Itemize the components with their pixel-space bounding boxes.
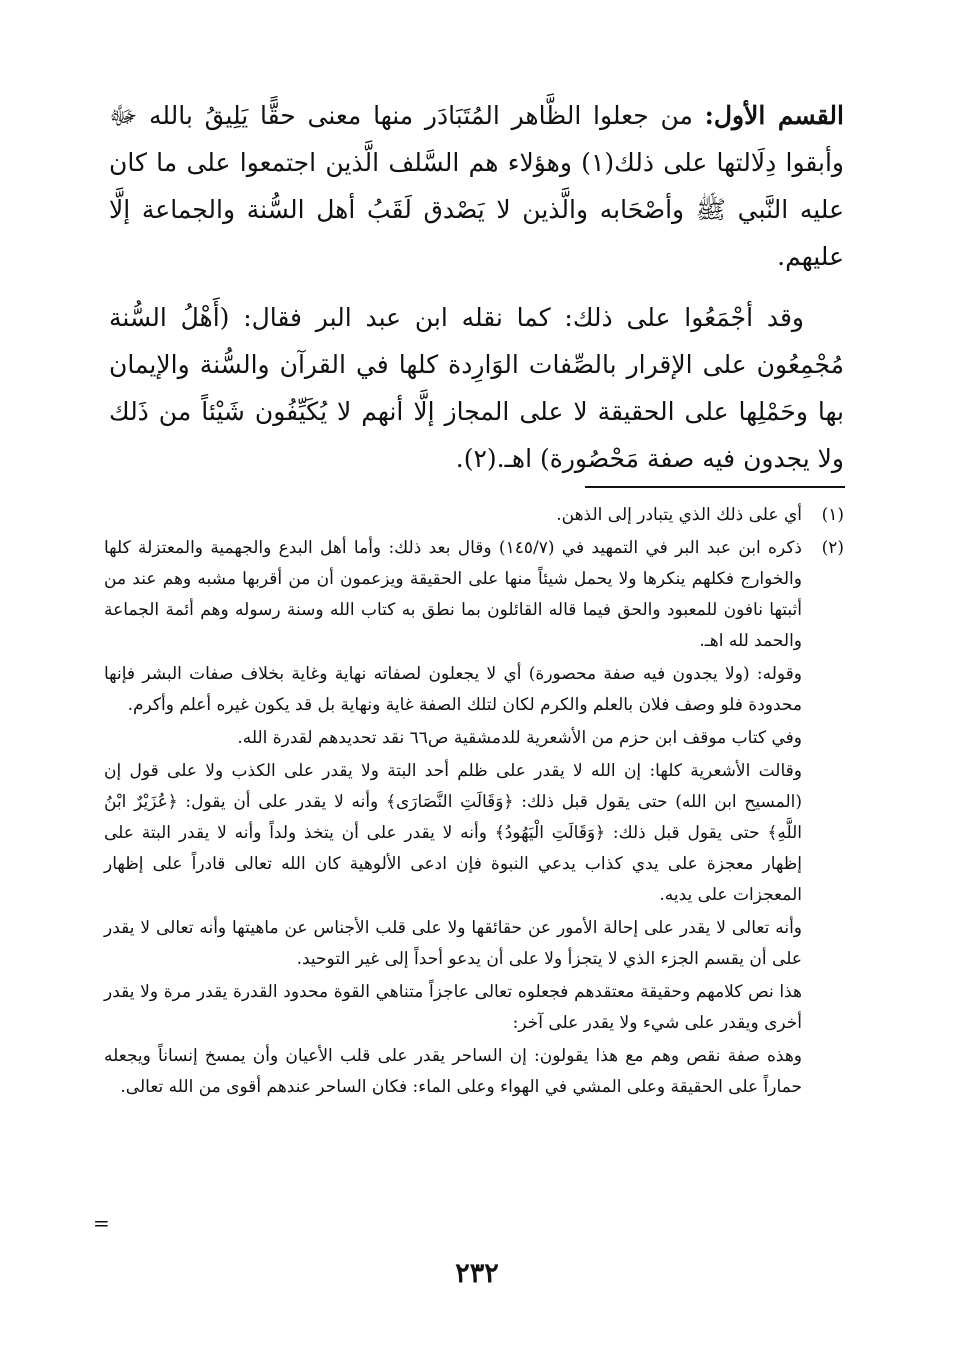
footnote-body bbox=[104, 533, 802, 1105]
continuation-mark: = bbox=[93, 1211, 110, 1235]
footnote-2 bbox=[104, 533, 844, 1105]
footnote-paragraph: ذكره ابن عبد البر في التمهيد في (١٤٥/٧) وقال بعد ذلك: وأما أهل البدع والجهمية والمعتزلة كلها والخوارج فكلهم ينكرها ولا يحمل شيئاً منها على الحقيقة ويزعمون أن من أقربها مشبه وهم عند من أثبتها نافون للمعبود والحق فيما قاله القائلون بما نطق به كتاب الله وسنة رسوله وهم أئمة الجماعة والحمد لله اهـ. bbox=[104, 538, 802, 651]
footnote-paragraph: أي على ذلك الذي يتبادر إلى الذهن. bbox=[556, 505, 802, 525]
footnote-number: (١) bbox=[821, 505, 844, 525]
footnote-paragraph: وهذه صفة نقص وهم مع هذا يقولون: إن الساحر يقدر على قلب الأعيان وأن يمسخ إنساناً ويجعله حماراً على الحقيقة وعلى المشي في الهواء وعلى الماء: فكان الساحر عندهم أقوى من الله تعالى. bbox=[104, 1046, 802, 1097]
page-number: ٢٣٢ bbox=[455, 1258, 499, 1289]
footnote-paragraph: وقوله: (ولا يجدون فيه صفة محصورة) أي لا يجعلون لصفاته نهاية وغاية بخلاف صفات البشر فإنها محدودة فلو وصف فلان بالعلم والكرم لكان لتلك الصفة غاية ونهاية بل قد يكون غيره أعلم وأكرم. bbox=[104, 664, 802, 715]
footnote-paragraph: وفي كتاب موقف ابن حزم من الأشعرية للدمشقية ص٦٦ نقد تحديدهم لقدرة الله. bbox=[237, 728, 802, 748]
paragraph-1-text: من جعلوا الظَّاهر المُتَبَادَر منها معنى حقًّا يَلِيقُ بالله ﷻ وأبقوا دِلَالتها على ذلك(١) وهؤلاء هم السَّلف الَّذين اجتمعوا على ما كان عليه النَّبي ﷺ وأصْحَابه والَّذين لا يَصْدق لَقَبُ أهل السُّنة والجماعة إلَّا عليهم. bbox=[109, 101, 844, 271]
section-heading: القسم الأول: bbox=[704, 101, 844, 130]
footnote-number: (٢) bbox=[821, 538, 844, 558]
footnote-separator bbox=[585, 486, 845, 488]
footnote-body bbox=[104, 500, 802, 533]
footnotes bbox=[104, 500, 844, 1105]
paragraph-2: وقد أجْمَعُوا على ذلك: كما نقله ابن عبد البر فقال: (أَهْلُ السُّنة مُجْمِعُون على الإقرار بالصِّفات الوَارِدة كلها في القرآن والسُّنة والإيمان بها وحَمْلِها على الحقيقة لا على المجاز إلَّا أنهم لا يُكَيِّفُون شَيْئاً من ذَلك ولا يجدون فيه صفة مَحْصُورة) اهـ.(٢). bbox=[109, 303, 844, 473]
footnote-1 bbox=[104, 500, 844, 533]
footnote-paragraph: هذا نص كلامهم وحقيقة معتقدهم فجعلوه تعالى عاجزاً متناهي القوة محدود القدرة يقدر مرة ولا يقدر أخرى ويقدر على شيء ولا يقدر على آخر: bbox=[104, 982, 802, 1033]
footnote-paragraph: وقالت الأشعرية كلها: إن الله لا يقدر على ظلم أحد البتة ولا يقدر على الكذب ولا على قول إن (المسيح ابن الله) حتى يقول قبل ذلك: ﴿وَقَالَتِ النَّصَارَى﴾ وأنه لا يقدر على أن يقول: ﴿عُزَيْرٌ ابْنُ اللَّهِ﴾ حتى يقول قبل ذلك: ﴿وَقَالَتِ الْيَهُودُ﴾ وأنه لا يقدر على أن يتخذ ولداً وأنه لا يقدر البتة على إظهار معجزة على يدي كذاب يدعي النبوة فإن ادعى الألوهية كان الله تعالى قادراً على إظهار المعجزات على يديه. bbox=[104, 761, 802, 905]
footnote-paragraph: وأنه تعالى لا يقدر على إحالة الأمور عن حقائقها ولا على قلب الأجناس عن ماهيتها وأنه تعالى لا يقدر على أن يقسم الجزء الذي لا يتجزأ ولا على أن يدعو أحداً إلى غير التوحيد. bbox=[104, 918, 802, 969]
paragraph-1 bbox=[109, 92, 844, 280]
main-text bbox=[109, 92, 844, 496]
